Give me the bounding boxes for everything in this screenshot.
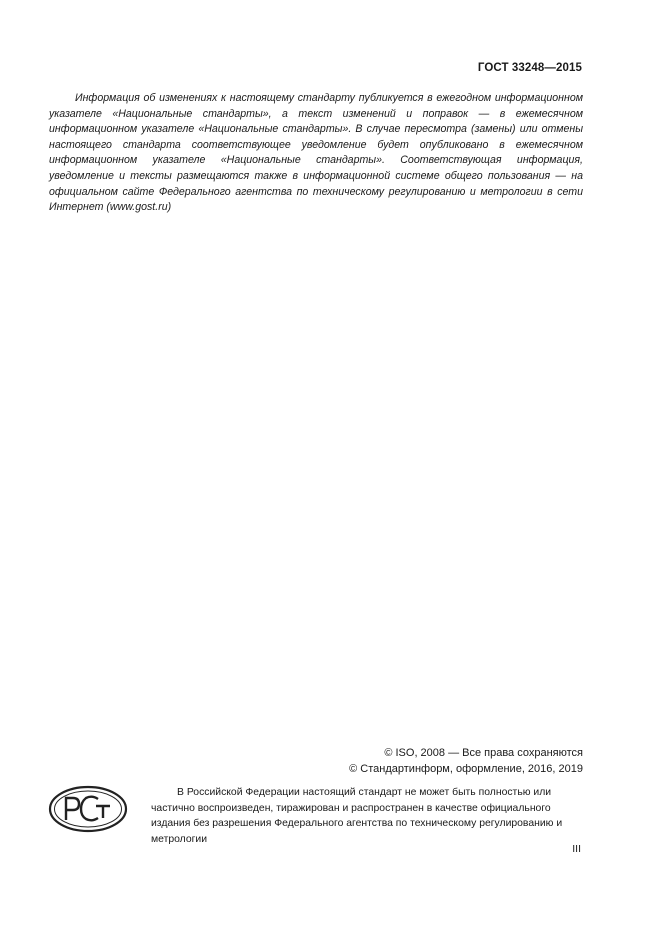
- page-number: III: [572, 843, 581, 855]
- reproduction-rights-notice: [151, 785, 584, 847]
- standartinform-copyright-line: © Стандартинформ, оформление, 2016, 2019: [349, 763, 583, 775]
- iso-copyright-line: © ISO, 2008 — Все права сохраняются: [384, 747, 583, 759]
- copyright-block: [349, 745, 583, 777]
- changes-info-paragraph: Информация об изменениях к настоящему стандарту публикуется в ежегодном информационном указателе «Национальные стандарты», а текст изменений и поправок — в ежемесячном информационном указателе «Национальные стандарты». В случае пересмотра (замены) или отмены настоящего стандарта соответствующее уведомление будет опубликовано в ежемесячном информационном указателе «Национальные стандарты». Соответствующая информация, уведомление и тексты размещаются также в информационной системе общего пользования — на официальном сайте Федерального агентства по техническому регулированию и метрологии в сети Интернет (www.gost.ru): [49, 92, 583, 214]
- rights-notice-text: В Российской Федерации настоящий стандарт не может быть полностью или частично воспроизведен, тиражирован и распространен в качестве официального издания без разрешения Федерального агентства по техническому регулированию и метрологии: [151, 787, 563, 845]
- rst-certification-mark-icon: [48, 785, 128, 833]
- document-code: ГОСТ 33248—2015: [477, 62, 582, 74]
